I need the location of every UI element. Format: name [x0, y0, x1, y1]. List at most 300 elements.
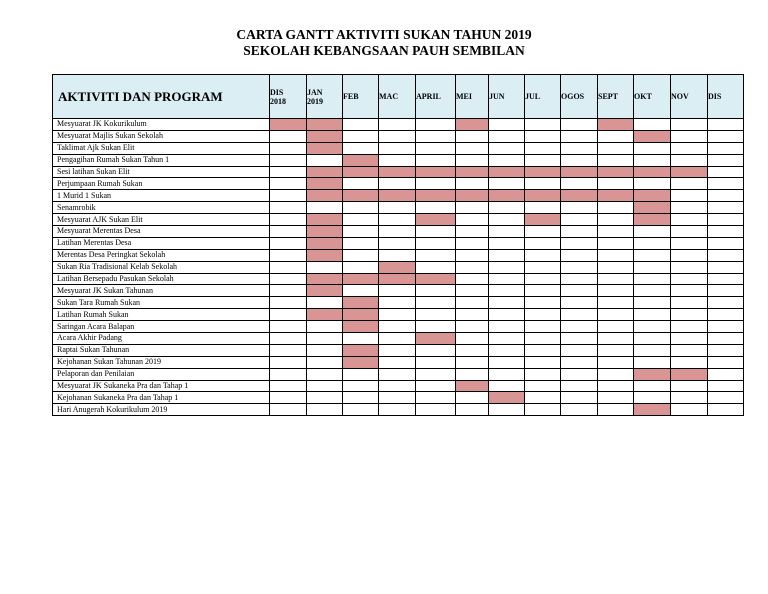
- gantt-empty-cell: [561, 285, 598, 297]
- gantt-empty-cell: [416, 309, 456, 321]
- gantt-empty-cell: [708, 166, 744, 178]
- gantt-bar-cell: [379, 261, 416, 273]
- gantt-empty-cell: [561, 321, 598, 333]
- gantt-empty-cell: [416, 249, 456, 261]
- gantt-empty-cell: [489, 344, 525, 356]
- gantt-empty-cell: [456, 356, 489, 368]
- month-header-0: [270, 75, 307, 119]
- gantt-bar-cell: [307, 178, 343, 190]
- gantt-empty-cell: [708, 119, 744, 131]
- gantt-bar-cell: [343, 309, 379, 321]
- activity-name: Taklimat Ajk Sukan Elit: [53, 142, 270, 154]
- month-header-10: [634, 75, 671, 119]
- gantt-empty-cell: [416, 321, 456, 333]
- gantt-empty-cell: [708, 356, 744, 368]
- gantt-empty-cell: [270, 178, 307, 190]
- gantt-bar-cell: [598, 190, 634, 202]
- gantt-empty-cell: [270, 273, 307, 285]
- gantt-empty-cell: [307, 368, 343, 380]
- gantt-empty-cell: [416, 178, 456, 190]
- activity-row: [53, 273, 744, 285]
- gantt-empty-cell: [456, 321, 489, 333]
- gantt-empty-cell: [561, 297, 598, 309]
- gantt-empty-cell: [671, 237, 708, 249]
- gantt-empty-cell: [561, 226, 598, 238]
- gantt-empty-cell: [671, 321, 708, 333]
- gantt-empty-cell: [708, 321, 744, 333]
- gantt-empty-cell: [634, 273, 671, 285]
- gantt-bar-cell: [489, 392, 525, 404]
- gantt-empty-cell: [525, 344, 561, 356]
- gantt-empty-cell: [343, 202, 379, 214]
- gantt-empty-cell: [671, 130, 708, 142]
- gantt-empty-cell: [343, 119, 379, 131]
- gantt-empty-cell: [525, 321, 561, 333]
- gantt-empty-cell: [634, 344, 671, 356]
- gantt-empty-cell: [456, 392, 489, 404]
- gantt-empty-cell: [270, 344, 307, 356]
- activity-row: [53, 380, 744, 392]
- activity-name: Kejohanan Sukaneka Pra dan Tahap 1: [53, 392, 270, 404]
- gantt-empty-cell: [708, 380, 744, 392]
- activity-name: Acara Akhir Padang: [53, 333, 270, 345]
- gantt-empty-cell: [270, 237, 307, 249]
- activity-row: [53, 202, 744, 214]
- gantt-empty-cell: [634, 321, 671, 333]
- gantt-empty-cell: [343, 404, 379, 416]
- gantt-bar-cell: [525, 166, 561, 178]
- gantt-bar-cell: [307, 249, 343, 261]
- activity-name: Latihan Bersepadu Pasukan Sekolah: [53, 273, 270, 285]
- gantt-bar-cell: [307, 130, 343, 142]
- activity-name: Mesyuarat JK Sukaneka Pra dan Tahap 1: [53, 380, 270, 392]
- gantt-empty-cell: [343, 392, 379, 404]
- gantt-empty-cell: [708, 202, 744, 214]
- gantt-empty-cell: [671, 190, 708, 202]
- activity-name: Senamrobik: [53, 202, 270, 214]
- activity-name: Perjumpaan Rumah Sukan: [53, 178, 270, 190]
- gantt-empty-cell: [379, 214, 416, 226]
- gantt-empty-cell: [708, 261, 744, 273]
- gantt-empty-cell: [708, 226, 744, 238]
- gantt-empty-cell: [525, 178, 561, 190]
- gantt-empty-cell: [561, 344, 598, 356]
- gantt-empty-cell: [307, 356, 343, 368]
- gantt-bar-cell: [634, 166, 671, 178]
- gantt-empty-cell: [634, 297, 671, 309]
- activity-name: Latihan Rumah Sukan: [53, 309, 270, 321]
- gantt-bar-cell: [270, 119, 307, 131]
- gantt-empty-cell: [525, 333, 561, 345]
- gantt-empty-cell: [416, 119, 456, 131]
- activity-row: [53, 285, 744, 297]
- activity-name: Sukan Tara Rumah Sukan: [53, 297, 270, 309]
- gantt-bar-cell: [307, 273, 343, 285]
- month-header-text: DIS: [708, 92, 722, 101]
- gantt-empty-cell: [671, 202, 708, 214]
- gantt-empty-cell: [489, 119, 525, 131]
- gantt-empty-cell: [561, 356, 598, 368]
- gantt-empty-cell: [525, 119, 561, 131]
- gantt-empty-cell: [671, 404, 708, 416]
- gantt-empty-cell: [671, 142, 708, 154]
- gantt-empty-cell: [307, 297, 343, 309]
- gantt-empty-cell: [456, 285, 489, 297]
- gantt-empty-cell: [598, 321, 634, 333]
- gantt-empty-cell: [270, 166, 307, 178]
- gantt-empty-cell: [307, 321, 343, 333]
- gantt-bar-cell: [343, 297, 379, 309]
- gantt-empty-cell: [416, 368, 456, 380]
- gantt-empty-cell: [270, 130, 307, 142]
- gantt-empty-cell: [270, 404, 307, 416]
- gantt-bar-cell: [489, 190, 525, 202]
- activity-row: [53, 214, 744, 226]
- gantt-bar-cell: [307, 285, 343, 297]
- gantt-empty-cell: [708, 392, 744, 404]
- gantt-empty-cell: [343, 142, 379, 154]
- activity-row: [53, 249, 744, 261]
- gantt-bar-cell: [307, 119, 343, 131]
- gantt-empty-cell: [671, 214, 708, 226]
- month-header-text: FEB: [343, 92, 359, 101]
- gantt-empty-cell: [343, 226, 379, 238]
- gantt-bar-cell: [416, 190, 456, 202]
- gantt-empty-cell: [379, 130, 416, 142]
- month-header-text: DIS: [270, 87, 284, 97]
- gantt-empty-cell: [307, 404, 343, 416]
- activity-row: [53, 190, 744, 202]
- gantt-empty-cell: [634, 392, 671, 404]
- gantt-bar-cell: [489, 166, 525, 178]
- gantt-empty-cell: [525, 130, 561, 142]
- gantt-bar-cell: [379, 273, 416, 285]
- gantt-empty-cell: [525, 309, 561, 321]
- gantt-bar-cell: [525, 190, 561, 202]
- gantt-empty-cell: [598, 344, 634, 356]
- gantt-empty-cell: [456, 297, 489, 309]
- activity-name: Mesyuarat AJK Sukan Elit: [53, 214, 270, 226]
- gantt-empty-cell: [307, 261, 343, 273]
- gantt-bar-cell: [634, 368, 671, 380]
- activity-name: Latihan Merentas Desa: [53, 237, 270, 249]
- gantt-empty-cell: [379, 237, 416, 249]
- month-header-5: [456, 75, 489, 119]
- gantt-empty-cell: [598, 333, 634, 345]
- gantt-body: [53, 119, 744, 416]
- header-row: [53, 75, 744, 119]
- month-header-4: [416, 75, 456, 119]
- gantt-empty-cell: [671, 226, 708, 238]
- gantt-empty-cell: [379, 119, 416, 131]
- gantt-empty-cell: [708, 214, 744, 226]
- gantt-bar-cell: [343, 166, 379, 178]
- gantt-empty-cell: [343, 368, 379, 380]
- gantt-table: [52, 74, 744, 416]
- gantt-empty-cell: [708, 297, 744, 309]
- gantt-empty-cell: [708, 237, 744, 249]
- gantt-empty-cell: [525, 285, 561, 297]
- gantt-empty-cell: [416, 392, 456, 404]
- gantt-empty-cell: [416, 130, 456, 142]
- activity-row: [53, 119, 744, 131]
- gantt-empty-cell: [634, 226, 671, 238]
- gantt-empty-cell: [634, 285, 671, 297]
- gantt-empty-cell: [489, 237, 525, 249]
- gantt-bar-cell: [343, 344, 379, 356]
- gantt-empty-cell: [598, 368, 634, 380]
- gantt-empty-cell: [708, 154, 744, 166]
- gantt-empty-cell: [634, 309, 671, 321]
- gantt-empty-cell: [708, 249, 744, 261]
- activity-name: 1 Murid 1 Sukan: [53, 190, 270, 202]
- gantt-bar-cell: [634, 130, 671, 142]
- gantt-bar-cell: [456, 166, 489, 178]
- month-header-text: OKT: [634, 92, 652, 101]
- gantt-empty-cell: [379, 344, 416, 356]
- gantt-empty-cell: [270, 214, 307, 226]
- gantt-empty-cell: [270, 142, 307, 154]
- gantt-empty-cell: [561, 261, 598, 273]
- gantt-empty-cell: [270, 261, 307, 273]
- gantt-empty-cell: [634, 380, 671, 392]
- activity-row: [53, 321, 744, 333]
- gantt-empty-cell: [598, 380, 634, 392]
- gantt-empty-cell: [708, 344, 744, 356]
- gantt-empty-cell: [489, 297, 525, 309]
- gantt-empty-cell: [561, 380, 598, 392]
- gantt-empty-cell: [671, 380, 708, 392]
- gantt-empty-cell: [270, 202, 307, 214]
- gantt-empty-cell: [343, 237, 379, 249]
- gantt-empty-cell: [708, 178, 744, 190]
- activity-name: Merentas Desa Peringkat Sekolah: [53, 249, 270, 261]
- gantt-empty-cell: [343, 130, 379, 142]
- gantt-empty-cell: [307, 344, 343, 356]
- gantt-bar-cell: [634, 214, 671, 226]
- activity-row: [53, 404, 744, 416]
- gantt-empty-cell: [598, 142, 634, 154]
- gantt-empty-cell: [598, 154, 634, 166]
- month-header-text: JAN: [307, 87, 323, 97]
- gantt-empty-cell: [270, 226, 307, 238]
- month-header-3: [379, 75, 416, 119]
- gantt-empty-cell: [489, 130, 525, 142]
- gantt-empty-cell: [456, 178, 489, 190]
- month-header-8: [561, 75, 598, 119]
- activity-row: [53, 297, 744, 309]
- gantt-empty-cell: [456, 202, 489, 214]
- gantt-empty-cell: [598, 285, 634, 297]
- gantt-empty-cell: [379, 368, 416, 380]
- gantt-empty-cell: [489, 285, 525, 297]
- gantt-empty-cell: [598, 273, 634, 285]
- gantt-empty-cell: [525, 249, 561, 261]
- gantt-empty-cell: [489, 368, 525, 380]
- gantt-empty-cell: [525, 226, 561, 238]
- activity-row: [53, 142, 744, 154]
- gantt-empty-cell: [416, 285, 456, 297]
- activity-row: [53, 130, 744, 142]
- activity-row: [53, 392, 744, 404]
- gantt-empty-cell: [708, 309, 744, 321]
- gantt-empty-cell: [416, 297, 456, 309]
- activity-name: Pelaporan dan Penilaian: [53, 368, 270, 380]
- gantt-empty-cell: [489, 356, 525, 368]
- gantt-empty-cell: [343, 285, 379, 297]
- activity-column-header: AKTIVITI DAN PROGRAM: [53, 75, 270, 119]
- gantt-empty-cell: [416, 226, 456, 238]
- gantt-bar-cell: [561, 166, 598, 178]
- gantt-empty-cell: [379, 404, 416, 416]
- gantt-empty-cell: [379, 392, 416, 404]
- gantt-empty-cell: [307, 202, 343, 214]
- gantt-empty-cell: [379, 333, 416, 345]
- activity-name: Sesi latihan Sukan Elit: [53, 166, 270, 178]
- gantt-empty-cell: [708, 285, 744, 297]
- gantt-bar-cell: [671, 166, 708, 178]
- gantt-empty-cell: [343, 178, 379, 190]
- gantt-empty-cell: [307, 333, 343, 345]
- gantt-empty-cell: [561, 392, 598, 404]
- gantt-empty-cell: [598, 202, 634, 214]
- gantt-empty-cell: [343, 380, 379, 392]
- activity-name: Mesyuarat JK Kokurikulum: [53, 119, 270, 131]
- gantt-bar-cell: [456, 380, 489, 392]
- gantt-empty-cell: [379, 380, 416, 392]
- gantt-empty-cell: [456, 261, 489, 273]
- gantt-empty-cell: [456, 273, 489, 285]
- gantt-empty-cell: [708, 404, 744, 416]
- gantt-empty-cell: [416, 380, 456, 392]
- gantt-empty-cell: [671, 119, 708, 131]
- gantt-empty-cell: [671, 333, 708, 345]
- gantt-bar-cell: [634, 190, 671, 202]
- gantt-bar-cell: [343, 356, 379, 368]
- gantt-empty-cell: [634, 154, 671, 166]
- gantt-empty-cell: [456, 142, 489, 154]
- gantt-empty-cell: [456, 214, 489, 226]
- activity-row: [53, 237, 744, 249]
- gantt-empty-cell: [456, 226, 489, 238]
- gantt-empty-cell: [634, 178, 671, 190]
- gantt-empty-cell: [379, 178, 416, 190]
- activity-name: Raptai Sukan Tahunan: [53, 344, 270, 356]
- month-header-text: APRIL: [416, 92, 441, 101]
- gantt-empty-cell: [561, 119, 598, 131]
- gantt-empty-cell: [671, 261, 708, 273]
- gantt-empty-cell: [379, 249, 416, 261]
- month-header-text: SEPT: [598, 92, 619, 101]
- gantt-empty-cell: [489, 404, 525, 416]
- gantt-bar-cell: [671, 368, 708, 380]
- gantt-empty-cell: [525, 380, 561, 392]
- gantt-empty-cell: [270, 356, 307, 368]
- month-header-11: [671, 75, 708, 119]
- gantt-empty-cell: [561, 273, 598, 285]
- gantt-empty-cell: [525, 261, 561, 273]
- gantt-empty-cell: [489, 214, 525, 226]
- gantt-empty-cell: [489, 178, 525, 190]
- gantt-bar-cell: [416, 333, 456, 345]
- gantt-empty-cell: [379, 202, 416, 214]
- gantt-empty-cell: [561, 142, 598, 154]
- gantt-empty-cell: [634, 333, 671, 345]
- gantt-empty-cell: [671, 154, 708, 166]
- gantt-empty-cell: [307, 380, 343, 392]
- gantt-empty-cell: [634, 249, 671, 261]
- month-header-text: OGOS: [561, 92, 585, 101]
- gantt-bar-cell: [307, 226, 343, 238]
- activity-row: [53, 154, 744, 166]
- gantt-empty-cell: [525, 356, 561, 368]
- gantt-empty-cell: [561, 237, 598, 249]
- gantt-empty-cell: [489, 380, 525, 392]
- gantt-empty-cell: [270, 297, 307, 309]
- gantt-empty-cell: [634, 261, 671, 273]
- gantt-empty-cell: [671, 309, 708, 321]
- gantt-empty-cell: [489, 333, 525, 345]
- gantt-empty-cell: [416, 404, 456, 416]
- gantt-empty-cell: [489, 226, 525, 238]
- gantt-empty-cell: [270, 333, 307, 345]
- gantt-empty-cell: [456, 154, 489, 166]
- gantt-bar-cell: [456, 190, 489, 202]
- gantt-bar-cell: [379, 190, 416, 202]
- month-header-7: [525, 75, 561, 119]
- activity-row: [53, 309, 744, 321]
- gantt-empty-cell: [561, 404, 598, 416]
- gantt-empty-cell: [379, 309, 416, 321]
- gantt-empty-cell: [379, 356, 416, 368]
- gantt-empty-cell: [634, 142, 671, 154]
- gantt-bar-cell: [416, 214, 456, 226]
- gantt-empty-cell: [489, 249, 525, 261]
- activity-row: [53, 226, 744, 238]
- gantt-empty-cell: [525, 273, 561, 285]
- gantt-bar-cell: [598, 166, 634, 178]
- gantt-empty-cell: [561, 214, 598, 226]
- activity-name: Mesyuarat Merentas Desa: [53, 226, 270, 238]
- gantt-empty-cell: [561, 333, 598, 345]
- gantt-empty-cell: [561, 154, 598, 166]
- gantt-bar-cell: [598, 119, 634, 131]
- gantt-empty-cell: [561, 249, 598, 261]
- gantt-bar-cell: [343, 273, 379, 285]
- gantt-empty-cell: [708, 333, 744, 345]
- activity-row: [53, 178, 744, 190]
- school-name: SEKOLAH KEBANGSAAN PAUH SEMBILAN: [243, 43, 525, 58]
- gantt-bar-cell: [343, 321, 379, 333]
- gantt-empty-cell: [456, 333, 489, 345]
- gantt-bar-cell: [634, 202, 671, 214]
- gantt-empty-cell: [561, 178, 598, 190]
- gantt-empty-cell: [598, 226, 634, 238]
- month-header-text: 2018: [270, 96, 286, 106]
- gantt-bar-cell: [343, 190, 379, 202]
- gantt-empty-cell: [416, 356, 456, 368]
- gantt-empty-cell: [270, 190, 307, 202]
- gantt-empty-cell: [456, 368, 489, 380]
- gantt-bar-cell: [379, 166, 416, 178]
- gantt-empty-cell: [270, 368, 307, 380]
- gantt-empty-cell: [489, 261, 525, 273]
- gantt-empty-cell: [456, 249, 489, 261]
- gantt-bar-cell: [456, 119, 489, 131]
- month-header-text: NOV: [671, 92, 689, 101]
- gantt-bar-cell: [307, 237, 343, 249]
- gantt-bar-cell: [525, 214, 561, 226]
